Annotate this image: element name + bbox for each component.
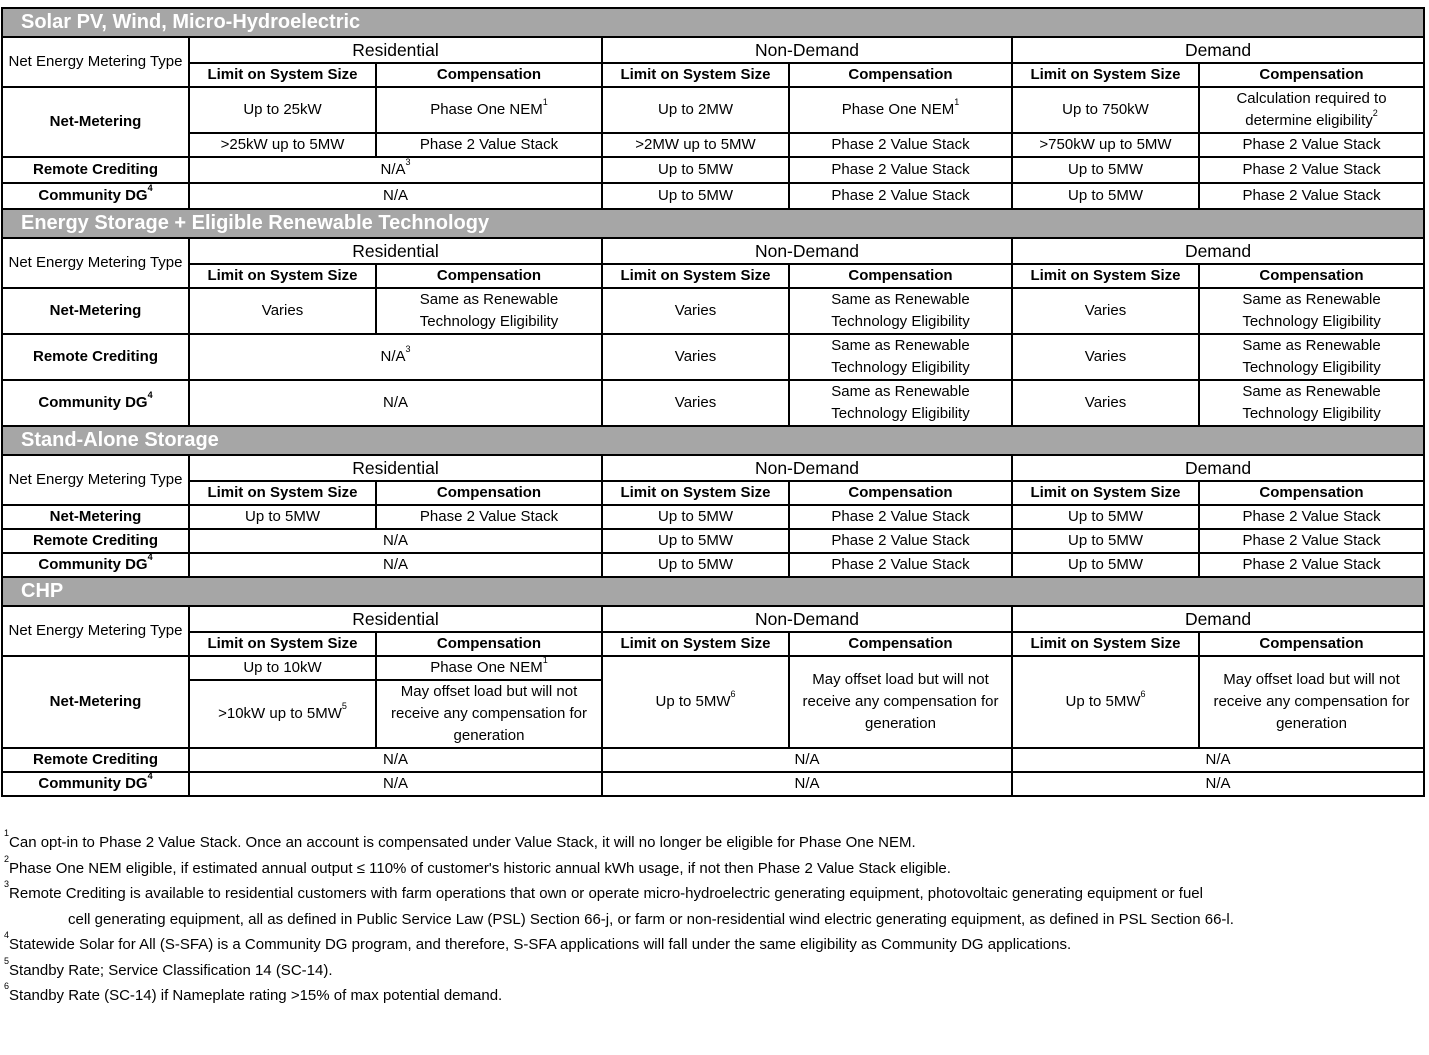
- cell: Same as Renewable Technology Eligibility: [376, 288, 602, 334]
- col-limit: Limit on System Size: [189, 264, 376, 288]
- row-label-community-dg: Community $DG^4$: [2, 772, 189, 796]
- footnote: $^5$Standby Rate; Service Classification 14 (SC-14).: [4, 955, 333, 979]
- footnote: $^3$Remote Crediting is available to residential customers with farm operations that own or operate micro-hydroelectric generating equipment, photovoltaic generating equipment or fuel: [4, 879, 1203, 902]
- col-limit: Limit on System Size: [1012, 481, 1199, 505]
- cell: Phase 2 Value Stack: [376, 133, 602, 157]
- cell: $N/A^3$: [189, 157, 602, 183]
- cell: Phase 2 Value Stack: [1199, 133, 1424, 157]
- cell: N/A: [189, 529, 602, 553]
- cell: Same as Renewable Technology Eligibility: [789, 380, 1012, 426]
- cell: Same as Renewable Technology Eligibility: [789, 288, 1012, 334]
- col-limit: Limit on System Size: [602, 632, 789, 656]
- cell: Same as Renewable Technology Eligibility: [789, 334, 1012, 380]
- cell: Varies: [1012, 334, 1199, 380]
- col-limit: Limit on System Size: [602, 63, 789, 87]
- cell: Varies: [189, 288, 376, 334]
- row-label-net-metering: Net-Metering: [2, 505, 189, 529]
- cell: Up to 5MW: [1012, 157, 1199, 183]
- eligibility-table: [1, 7, 1425, 797]
- group-header-row: [2, 606, 1424, 632]
- column-header-row: [2, 63, 1424, 87]
- cell: Up to 5MW: [602, 505, 789, 529]
- table-row: [2, 288, 1424, 334]
- group-header-row: [2, 37, 1424, 63]
- col-compensation: Compensation: [789, 632, 1012, 656]
- cell: Phase One NEM$^1$: [789, 87, 1012, 133]
- section-title: CHP: [2, 577, 1424, 606]
- table-row: [2, 133, 1424, 157]
- col-compensation: Compensation: [1199, 481, 1424, 505]
- column-header-row: [2, 481, 1424, 505]
- row-label-net-metering: Net-Metering: [2, 87, 189, 157]
- row-label-community-dg: Community $DG^4$: [2, 380, 189, 426]
- cell: Up to $5MW^6$: [602, 656, 789, 748]
- section-title: Stand-Alone Storage: [2, 426, 1424, 455]
- group-residential: Residential: [189, 455, 602, 481]
- group-demand: Demand: [1012, 455, 1424, 481]
- table-row: [2, 183, 1424, 209]
- row-label-remote-crediting: Remote Crediting: [2, 529, 189, 553]
- footnote: $^4$Statewide Solar for All (S-SFA) is a Community DG program, and therefore, S-SFA applications will fall under the same eligibility as Community DG applications.: [4, 930, 1072, 953]
- table-row: [2, 656, 1424, 680]
- section-header-energy-storage: [2, 209, 1424, 238]
- row-label-net-metering: Net-Metering: [2, 288, 189, 334]
- cell: Up to 5MW: [189, 505, 376, 529]
- cell: Up to 5MW: [1012, 183, 1199, 209]
- cell: N/A: [602, 772, 1012, 796]
- section-header-stand-alone-storage: [2, 426, 1424, 455]
- group-demand: Demand: [1012, 606, 1424, 632]
- cell: Phase One NEM$^1$: [376, 87, 602, 133]
- col-limit: Limit on System Size: [1012, 632, 1199, 656]
- col-limit: Limit on System Size: [602, 264, 789, 288]
- cell: N/A: [1012, 748, 1424, 772]
- footnotes: [4, 830, 1404, 1009]
- net-energy-metering-type-label: Net Energy Metering Type: [2, 37, 189, 87]
- table-row: [2, 380, 1424, 426]
- cell: >10kW up to $5MW^5$: [189, 680, 376, 748]
- net-energy-metering-type-label: Net Energy Metering Type: [2, 455, 189, 505]
- cell: Phase 2 Value Stack: [1199, 157, 1424, 183]
- group-non-demand: Non-Demand: [602, 238, 1012, 264]
- col-limit: Limit on System Size: [189, 481, 376, 505]
- row-label-community-dg: Community $DG^4$: [2, 553, 189, 577]
- table-row: [2, 748, 1424, 772]
- cell: Up to 5MW: [1012, 529, 1199, 553]
- cell: Up to $5MW^6$: [1012, 656, 1199, 748]
- net-energy-metering-type-label: Net Energy Metering Type: [2, 606, 189, 656]
- cell: Varies: [602, 288, 789, 334]
- col-limit: Limit on System Size: [189, 632, 376, 656]
- group-header-row: [2, 455, 1424, 481]
- col-compensation: Compensation: [1199, 63, 1424, 87]
- group-non-demand: Non-Demand: [602, 455, 1012, 481]
- col-compensation: Compensation: [376, 63, 602, 87]
- cell: >750kW up to 5MW: [1012, 133, 1199, 157]
- cell: Phase 2 Value Stack: [1199, 183, 1424, 209]
- cell: Phase 2 Value Stack: [789, 505, 1012, 529]
- col-limit: Limit on System Size: [1012, 264, 1199, 288]
- section-header-chp: [2, 577, 1424, 606]
- col-limit: Limit on System Size: [1012, 63, 1199, 87]
- cell: N/A: [189, 380, 602, 426]
- group-residential: Residential: [189, 37, 602, 63]
- cell: Phase 2 Value Stack: [1199, 529, 1424, 553]
- cell: Up to 5MW: [602, 183, 789, 209]
- cell: >25kW up to 5MW: [189, 133, 376, 157]
- cell: Phase 2 Value Stack: [789, 133, 1012, 157]
- cell: >2MW up to 5MW: [602, 133, 789, 157]
- table-row: [2, 529, 1424, 553]
- cell: Same as Renewable Technology Eligibility: [1199, 288, 1424, 334]
- table-row: [2, 505, 1424, 529]
- cell: Varies: [602, 334, 789, 380]
- cell: Up to 5MW: [602, 529, 789, 553]
- group-demand: Demand: [1012, 37, 1424, 63]
- group-residential: Residential: [189, 238, 602, 264]
- cell: Phase 2 Value Stack: [789, 529, 1012, 553]
- col-compensation: Compensation: [376, 264, 602, 288]
- group-demand: Demand: [1012, 238, 1424, 264]
- cell: Phase 2 Value Stack: [789, 157, 1012, 183]
- table-row: [2, 553, 1424, 577]
- cell: Up to 5MW: [602, 553, 789, 577]
- col-compensation: Compensation: [376, 481, 602, 505]
- cell: $N/A^3$: [189, 334, 602, 380]
- cell: Up to 5MW: [1012, 505, 1199, 529]
- cell: N/A: [189, 183, 602, 209]
- cell: Varies: [1012, 380, 1199, 426]
- row-label-remote-crediting: Remote Crediting: [2, 157, 189, 183]
- cell: May offset load but will not receive any compensation for generation: [1199, 656, 1424, 748]
- cell: Up to 750kW: [1012, 87, 1199, 133]
- row-label-remote-crediting: Remote Crediting: [2, 748, 189, 772]
- net-energy-metering-type-label: Net Energy Metering Type: [2, 238, 189, 288]
- section-title: Solar PV, Wind, Micro-Hydroelectric: [2, 8, 1424, 37]
- table-row: [2, 772, 1424, 796]
- footnote: $^6$Standby Rate (SC-14) if Nameplate rating >15% of max potential demand.: [4, 981, 503, 1004]
- table-row: [2, 157, 1424, 183]
- cell: N/A: [189, 553, 602, 577]
- cell: May offset load but will not receive any compensation for generation: [789, 656, 1012, 748]
- row-label-net-metering: Net-Metering: [2, 656, 189, 748]
- cell: N/A: [602, 748, 1012, 772]
- group-residential: Residential: [189, 606, 602, 632]
- col-compensation: Compensation: [1199, 632, 1424, 656]
- column-header-row: [2, 264, 1424, 288]
- col-compensation: Compensation: [789, 264, 1012, 288]
- section-header-solar: [2, 8, 1424, 37]
- row-label-community-dg: Community $DG^4$: [2, 183, 189, 209]
- row-label-remote-crediting: Remote Crediting: [2, 334, 189, 380]
- group-non-demand: Non-Demand: [602, 37, 1012, 63]
- cell: Up to 2MW: [602, 87, 789, 133]
- cell: Calculation required to determine eligibility$^2$: [1199, 87, 1424, 133]
- cell: Phase 2 Value Stack: [789, 553, 1012, 577]
- cell: N/A: [1012, 772, 1424, 796]
- cell: Varies: [1012, 288, 1199, 334]
- footnote: $^1$Can opt-in to Phase 2 Value Stack. Once an account is compensated under Value Stack, it will no longer be eligible for Phase One NEM.: [4, 828, 916, 851]
- cell: Varies: [602, 380, 789, 426]
- col-limit: Limit on System Size: [189, 63, 376, 87]
- cell: Up to 5MW: [602, 157, 789, 183]
- section-title: Energy Storage + Eligible Renewable Technology: [2, 209, 1424, 238]
- group-non-demand: Non-Demand: [602, 606, 1012, 632]
- cell: N/A: [189, 748, 602, 772]
- footnote: $^2$Phase One NEM eligible, if estimated annual output ≤ 110% of customer's historic annual kWh usage, if not then Phase 2 Value Stack eligible.: [4, 853, 951, 877]
- column-header-row: [2, 632, 1424, 656]
- cell: May offset load but will not receive any compensation for generation: [376, 680, 602, 748]
- col-limit: Limit on System Size: [602, 481, 789, 505]
- cell: N/A: [189, 772, 602, 796]
- table-row: [2, 87, 1424, 133]
- cell: Phase 2 Value Stack: [1199, 553, 1424, 577]
- cell: Up to 25kW: [189, 87, 376, 133]
- col-compensation: Compensation: [1199, 264, 1424, 288]
- cell: Phase 2 Value Stack: [1199, 505, 1424, 529]
- cell: Up to 5MW: [1012, 553, 1199, 577]
- cell: Up to 10kW: [189, 656, 376, 680]
- cell: Phase 2 Value Stack: [376, 505, 602, 529]
- table-row: [2, 334, 1424, 380]
- col-compensation: Compensation: [789, 481, 1012, 505]
- cell: Same as Renewable Technology Eligibility: [1199, 334, 1424, 380]
- footnote-continuation: cell generating equipment, all as defined in Public Service Law (PSL) Section 66-j, or farm or non-residential wind electric generating equipment, as defined in PSL Section 66-l.: [68, 910, 1234, 928]
- cell: Same as Renewable Technology Eligibility: [1199, 380, 1424, 426]
- cell: Phase 2 Value Stack: [789, 183, 1012, 209]
- col-compensation: Compensation: [789, 63, 1012, 87]
- cell: Phase One NEM$^1$: [376, 656, 602, 680]
- col-compensation: Compensation: [376, 632, 602, 656]
- group-header-row: [2, 238, 1424, 264]
